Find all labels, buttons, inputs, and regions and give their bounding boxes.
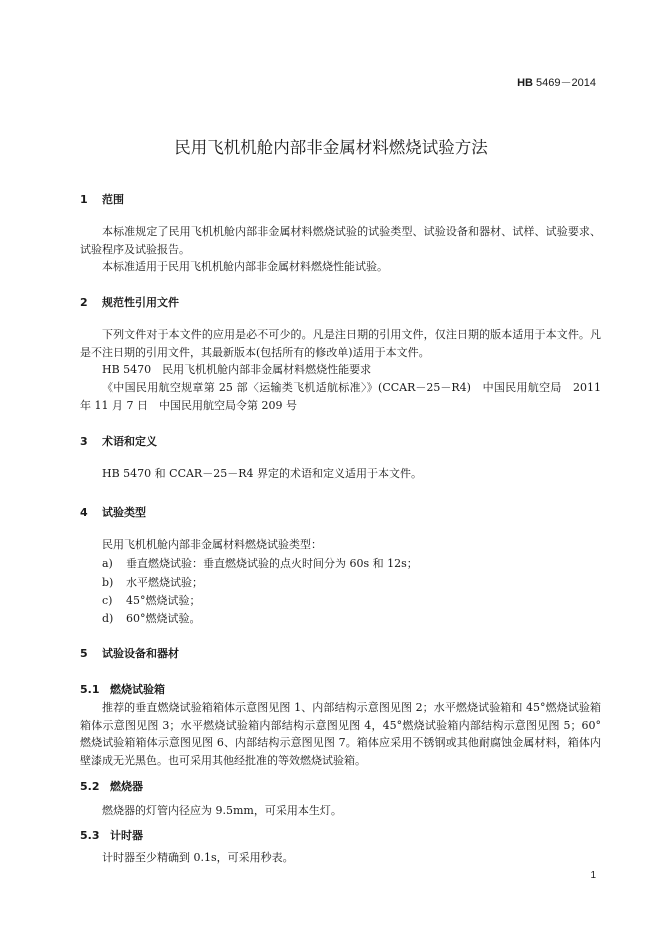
section-2-heading: 2 规范性引用文件 — [80, 296, 179, 309]
section-4-intro: 民用飞机机舱内部非金属材料燃烧试验类型： — [102, 538, 322, 551]
page-number: 1 — [590, 870, 596, 881]
section-4-heading: 4 试验类型 — [80, 506, 146, 519]
section-5-2-heading: 5.2 燃烧器 — [80, 780, 143, 793]
list-item: c) 45°燃烧试验； — [102, 594, 201, 607]
standard-number: HB 5469－2014 — [517, 77, 596, 89]
reference-hb5470: HB 5470 民用飞机机舱内部非金属材料燃烧性能要求 — [102, 363, 372, 376]
section-1-paragraph-2: 本标准适用于民用飞机机舱内部非金属材料燃烧性能试验。 — [102, 260, 388, 273]
section-5-2-paragraph: 燃烧器的灯管内径应为 9.5mm，可采用本生灯。 — [102, 804, 342, 817]
section-1-paragraph-1: 本标准规定了民用飞机机舱内部非金属材料燃烧试验的试验类型、试验设备和器材、试样、试验要求、试验程序及试验报告。 — [80, 225, 601, 256]
section-5-1-paragraph: 推荐的垂直燃烧试验箱箱体示意图见图 1、内部结构示意图见图 2；水平燃烧试验箱和 45°燃烧试验箱箱体示意图见图 3；水平燃烧试验箱内部结构示意图见图 4，45°燃烧试验箱内部结构示意图见图 5；60°燃烧试验箱箱体示意图见图 6、内部结构示意图见图 7。箱体应采用不锈钢或其他耐腐蚀金属材料，箱体内壁漆成无光黑色。也可采用其他经批准的等效燃烧试验箱。 — [80, 701, 601, 767]
section-3-heading: 3 术语和定义 — [80, 435, 157, 448]
section-5-heading: 5 试验设备和器材 — [80, 647, 179, 660]
section-1-heading: 1 范围 — [80, 193, 124, 206]
list-item: b) 水平燃烧试验； — [102, 576, 203, 589]
section-5-3-paragraph: 计时器至少精确到 0.1s，可采用秒表。 — [102, 851, 294, 864]
section-5-1-heading: 5.1 燃烧试验箱 — [80, 683, 165, 696]
section-3-paragraph-1: HB 5470 和 CCAR－25－R4 界定的术语和定义适用于本文件。 — [102, 467, 422, 480]
section-2-paragraph-1: 下列文件对于本文件的应用是必不可少的。凡是注日期的引用文件，仅注日期的版本适用于本文件。凡是不注日期的引用文件，其最新版本(包括所有的修改单)适用于本文件。 — [80, 328, 601, 359]
reference-ccar: 《中国民用航空规章第 25 部〈运输类飞机适航标准〉》(CCAR－25－R4) 中国民用航空局 2011 年 11 月 7 日 中国民用航空局令第 209 号 — [80, 381, 601, 412]
section-5-3-heading: 5.3 计时器 — [80, 829, 143, 842]
list-item: a) 垂直燃烧试验：垂直燃烧试验的点火时间分为 60s 和 12s； — [102, 557, 418, 570]
list-item: d) 60°燃烧试验。 — [102, 612, 201, 625]
page-title: 民用飞机机舱内部非金属材料燃烧试验方法 — [174, 138, 488, 157]
